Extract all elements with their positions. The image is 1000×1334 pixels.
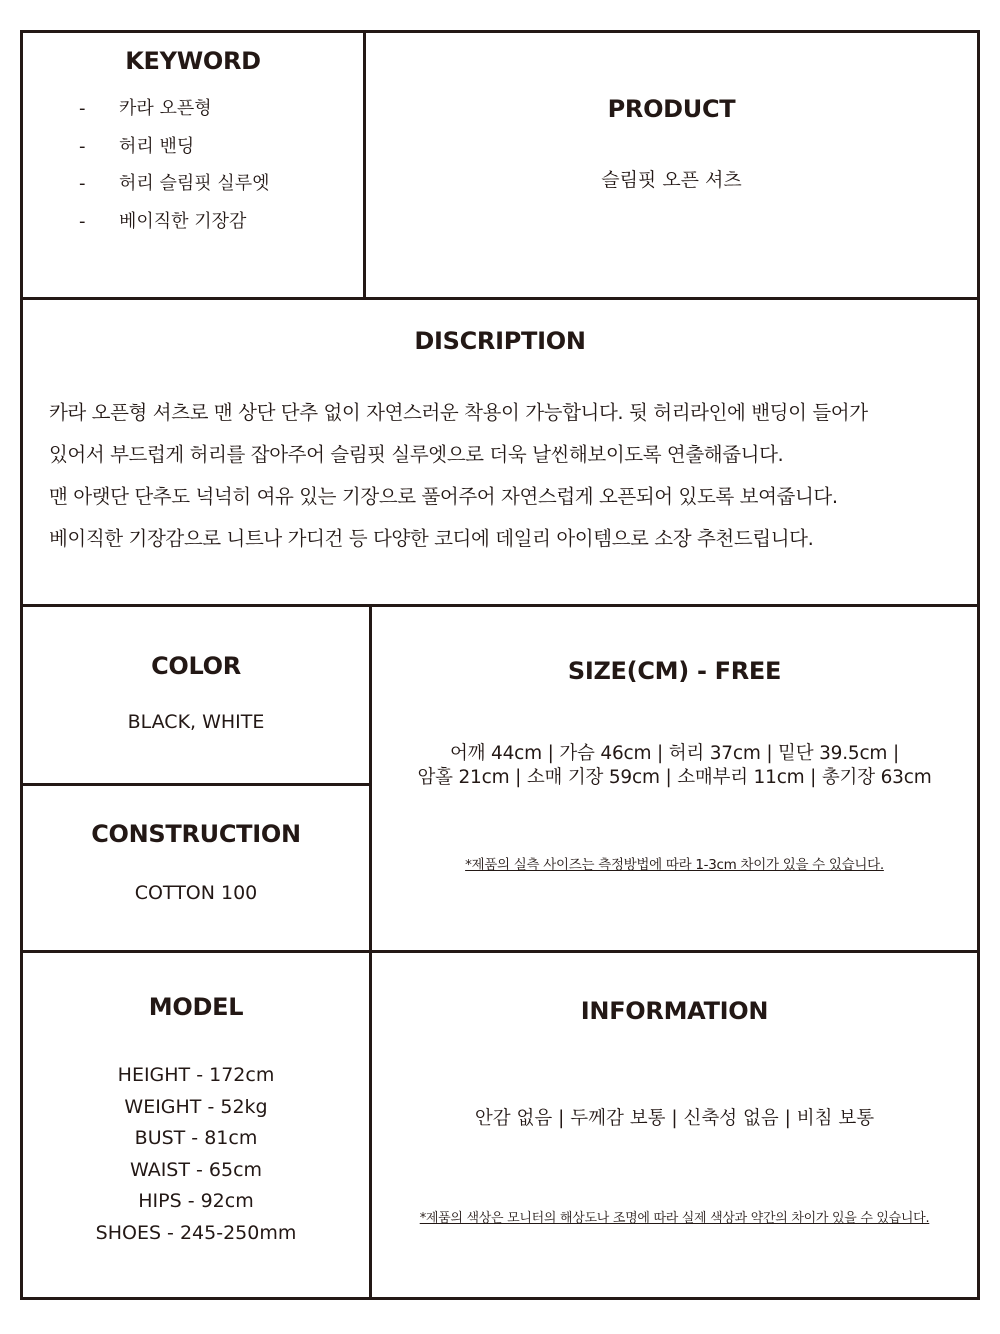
keyword-text: 허리 밴딩 [119,135,195,157]
description-line: 카라 오픈형 셔츠로 맨 상단 단추 없이 자연스러운 착용이 가능합니다. 뒷 허리라인에 밴딩이 들어가 [49,401,868,424]
model-measurements [23,1060,369,1250]
size-section [372,607,977,950]
construction-heading: CONSTRUCTION [91,820,301,848]
information-heading: INFORMATION [580,997,769,1025]
bullet-dash: - [79,210,86,232]
model-bust: BUST - 81cm [134,1127,258,1150]
model-weight: WEIGHT - 52kg [124,1095,268,1118]
construction-section [23,786,369,950]
size-measurements-line-2: 암홀 21cm | 소매 기장 59cm | 소매부리 11cm | 총기장 63cm [417,767,932,788]
construction-value: COTTON 100 [134,882,258,904]
color-value: BLACK, WHITE [127,711,265,733]
bullet-dash: - [79,98,86,119]
keyword-text: 허리 슬림핏 실루엣 [119,173,270,194]
description-line: 있어서 부드럽게 허리를 잡아주어 슬림핏 실루엣으로 더욱 날씬해보이도록 연출해줍니다. [49,443,784,466]
list-item [79,210,270,248]
description-section [23,300,977,604]
model-waist: WAIST - 65cm [129,1158,263,1181]
color-heading: COLOR [151,652,241,680]
model-shoes: SHOES - 245-250mm [95,1221,297,1244]
keyword-heading: KEYWORD [125,47,261,75]
description-line: 맨 아랫단 단추도 넉넉히 여유 있는 기장으로 풀어주어 자연스럽게 오픈되어 있도록 보여줍니다. [49,485,838,508]
size-measurements-line-1: 어깨 44cm | 가슴 46cm | 허리 37cm | 밑단 39.5cm | [450,743,899,764]
product-name: 슬림핏 오픈 셔츠 [601,169,742,191]
keyword-list [79,97,270,247]
keyword-text: 베이직한 기장감 [119,210,247,232]
information-section [372,953,977,1297]
keyword-text: 카라 오픈형 [119,98,212,119]
model-hips: HIPS - 92cm [138,1190,254,1213]
model-section [23,953,369,1297]
bullet-dash: - [79,135,86,157]
keyword-section [23,33,363,297]
information-value: 안감 없음 | 두께감 보통 | 신축성 없음 | 비침 보통 [474,1108,875,1129]
size-note: *제품의 실측 사이즈는 측정방법에 따라 1-3cm 차이가 있을 수 있습니다. [465,857,884,873]
information-note: *제품의 색상은 모니터의 해상도나 조명에 따라 실제 색상과 약간의 차이가 있을 수 있습니다. [419,1211,930,1226]
list-item [79,135,270,173]
model-heading: MODEL [148,993,244,1021]
color-section [23,607,369,783]
product-heading: PRODUCT [607,95,736,123]
description-body [49,392,957,560]
size-heading: SIZE(CM) - FREE [567,657,782,685]
description-heading: DISCRIPTION [414,327,586,355]
product-section [366,33,977,297]
model-height: HEIGHT - 172cm [117,1064,275,1086]
list-item [79,97,270,135]
description-line: 베이직한 기장감으로 니트나 가디건 등 다양한 코디에 데일리 아이템으로 소장 추천드립니다. [49,527,814,550]
list-item [79,172,270,210]
bullet-dash: - [79,173,86,194]
